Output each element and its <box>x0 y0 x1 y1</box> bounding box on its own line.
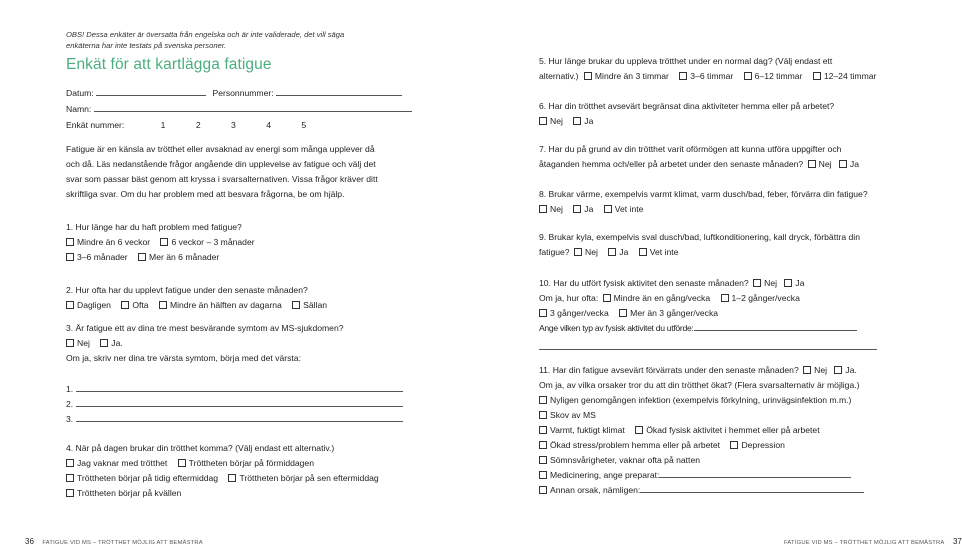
option-label: Ökad fysisk aktivitet i hemmet eller på arbetet <box>646 425 820 435</box>
checkbox[interactable] <box>834 366 842 374</box>
question-9 <box>539 230 860 260</box>
option-label: Tröttheten börjar på förmiddagen <box>188 458 314 468</box>
checkbox[interactable] <box>66 339 74 347</box>
intro-line: skriftliga svar. Om du har problem med att besvara frågorna, be om hjälp. <box>66 189 345 199</box>
datum-label: Datum: <box>66 88 94 98</box>
option-label: 1–2 gånger/vecka <box>731 293 800 303</box>
note-line-2: enkäterna har inte testats på svenska personer. <box>66 41 227 50</box>
option-label: Ökad stress/problem hemma eller på arbetet <box>550 440 721 450</box>
question-8 <box>539 187 868 217</box>
question-text: 8. Brukar värme, exempelvis varmt klimat, varm dusch/bad, feber, förvärra din fatigue? <box>539 189 868 199</box>
symptom-field[interactable] <box>76 421 403 422</box>
option-label: Nej <box>814 365 828 375</box>
checkbox[interactable] <box>539 441 547 449</box>
option-label: Nej <box>764 278 778 288</box>
page-number: 37 <box>952 537 962 546</box>
checkbox[interactable] <box>608 248 616 256</box>
option-label: Vet inte <box>614 204 644 214</box>
option-label: Jag vaknar med trötthet <box>77 458 168 468</box>
option-label: Tröttheten börjar på tidig eftermiddag <box>77 473 219 483</box>
checkbox[interactable] <box>603 294 611 302</box>
footer-left <box>25 531 203 549</box>
question-text: fatigue? <box>539 247 570 257</box>
checkbox[interactable] <box>539 426 547 434</box>
symptom-lines <box>66 382 403 427</box>
question-text: åtaganden hemma och/eller på arbetet under den senaste månaden? <box>539 159 804 169</box>
option-label: 6–12 timmar <box>754 71 803 81</box>
activity-type-label: Ange vilken typ av fysisk aktivitet du utförde: <box>539 323 694 333</box>
checkbox[interactable] <box>730 441 738 449</box>
enkat-number-2[interactable]: 2 <box>195 120 201 130</box>
question-text: 7. Har du på grund av din trötthet varit oförmögen att kunna utföra uppgifter och <box>539 144 842 154</box>
intro-paragraph <box>66 142 378 202</box>
checkbox[interactable] <box>66 253 74 261</box>
question-text: 2. Hur ofta har du upplevt fatigue under den senaste månaden? <box>66 285 308 295</box>
datum-row <box>66 88 402 98</box>
checkbox[interactable] <box>604 205 612 213</box>
frequency-label: Om ja, hur ofta: <box>539 293 599 303</box>
right-page <box>480 0 960 553</box>
option-label: Dagligen <box>77 300 111 310</box>
question-text: 1. Hur länge har du haft problem med fatigue? <box>66 222 242 232</box>
question-3 <box>66 321 344 366</box>
question-text: 6. Har din trötthet avsevärt begränsat dina aktiviteter hemma eller på arbetet? <box>539 101 835 111</box>
question-2 <box>66 283 327 313</box>
checkbox[interactable] <box>100 339 108 347</box>
option-label: Mindre än en gång/vecka <box>613 293 711 303</box>
option-label: 6 veckor – 3 månader <box>171 237 255 247</box>
checkbox[interactable] <box>639 248 647 256</box>
checkbox[interactable] <box>66 238 74 246</box>
checkbox[interactable] <box>808 160 816 168</box>
question-6 <box>539 99 834 129</box>
option-label: Ja <box>584 204 594 214</box>
checkbox[interactable] <box>539 486 547 494</box>
namn-label: Namn: <box>66 104 92 114</box>
checkbox[interactable] <box>539 205 547 213</box>
checkbox[interactable] <box>66 301 74 309</box>
checkbox[interactable] <box>292 301 300 309</box>
checkbox[interactable] <box>66 489 74 497</box>
symptom-field[interactable] <box>76 406 403 407</box>
option-label: Tröttheten börjar på kvällen <box>77 488 182 498</box>
checkbox[interactable] <box>573 117 581 125</box>
footer-right <box>784 531 962 549</box>
option-label: Medicinering, ange preparat: <box>550 470 660 480</box>
question-1 <box>66 220 255 265</box>
option-label: Varmt, fuktigt klimat <box>550 425 625 435</box>
enkat-nummer-label: Enkät nummer: <box>66 120 125 130</box>
option-label: 3–6 månader <box>77 252 128 262</box>
namn-row <box>66 104 412 114</box>
option-label: Mer än 6 månader <box>149 252 220 262</box>
page-title: Enkät för att kartlägga fatigue <box>66 56 272 73</box>
option-label: Sällan <box>303 300 328 310</box>
checkbox[interactable] <box>721 294 729 302</box>
question-10 <box>539 276 857 336</box>
checkbox[interactable] <box>159 301 167 309</box>
checkbox[interactable] <box>839 160 847 168</box>
footer-text: FATIGUE VID MS – TRÖTTHET MÖJLIG ATT BEMÄSTRA <box>42 540 203 546</box>
checkbox[interactable] <box>803 366 811 374</box>
option-label: Mer än 3 gånger/vecka <box>630 308 719 318</box>
checkbox[interactable] <box>539 117 547 125</box>
option-label: Ja <box>619 247 629 257</box>
note-line-1: OBS! Dessa enkäter är översatta från engelska och är inte validerade, det vill säga <box>66 30 345 39</box>
option-label: Mindre än 6 veckor <box>77 237 151 247</box>
option-label: Ja. <box>845 365 857 375</box>
option-label: Sömnsvårigheter, vaknar ofta på natten <box>550 455 701 465</box>
enkat-nummer-row <box>66 120 306 130</box>
personnummer-field[interactable] <box>276 95 402 96</box>
checkbox[interactable] <box>178 459 186 467</box>
medication-field[interactable] <box>659 477 851 478</box>
option-label: Nyligen genomgången infektion (exempelvis förkylning, urinvägsinfektion m.m.) <box>550 395 852 405</box>
namn-field[interactable] <box>94 111 412 112</box>
question-text: 11. Har din fatigue avsevärt förvärrats under den senaste månaden? <box>539 365 799 375</box>
intro-line: svar som passar bäst genom att kryssa i svarsalternativen. Vissa frågor kräver ditt <box>66 174 378 184</box>
intro-line: och då. Läs nedanstående frågor angående din upplevelse av fatigue och välj det <box>66 159 376 169</box>
option-label: Ja <box>849 159 859 169</box>
other-reason-field[interactable] <box>640 492 864 493</box>
datum-field[interactable] <box>96 95 206 96</box>
activity-type-field[interactable] <box>694 330 857 331</box>
option-label: Skov av MS <box>550 410 596 420</box>
checkbox[interactable] <box>784 279 792 287</box>
enkat-number-5[interactable]: 5 <box>301 120 307 130</box>
enkat-number-4[interactable]: 4 <box>266 120 271 130</box>
checkbox[interactable] <box>66 474 74 482</box>
option-label: Nej <box>584 247 598 257</box>
enkat-number-1[interactable]: 1 <box>160 120 166 130</box>
question-11 <box>539 363 864 498</box>
translation-note <box>66 29 344 51</box>
option-label: Ja <box>584 116 594 126</box>
option-label: Depression <box>741 440 785 450</box>
checkbox[interactable] <box>121 301 129 309</box>
question-text: 5. Hur länge brukar du uppleva trötthet under en normal dag? (Välj endast ett <box>539 56 833 66</box>
symptom-number: 2. <box>66 399 74 409</box>
checkbox[interactable] <box>539 411 547 419</box>
option-label: Ja <box>795 278 805 288</box>
symptom-field[interactable] <box>76 391 403 392</box>
footer-text: FATIGUE VID MS – TRÖTTHET MÖJLIG ATT BEMÄSTRA <box>784 540 945 546</box>
symptom-number: 3. <box>66 414 74 424</box>
checkbox[interactable] <box>753 279 761 287</box>
checkbox[interactable] <box>160 238 168 246</box>
page-number: 36 <box>25 537 34 546</box>
checkbox[interactable] <box>635 426 643 434</box>
checkbox[interactable] <box>619 309 627 317</box>
checkbox[interactable] <box>679 72 687 80</box>
option-label: Nej <box>77 338 90 348</box>
option-label: Ofta <box>132 300 149 310</box>
checkbox[interactable] <box>813 72 821 80</box>
option-label: Mindre än 3 timmar <box>594 71 669 81</box>
checkbox[interactable] <box>138 253 146 261</box>
option-label: Ja. <box>111 338 123 348</box>
question-4 <box>66 441 379 501</box>
option-label: 12–24 timmar <box>823 71 877 81</box>
checkbox[interactable] <box>228 474 236 482</box>
checkbox[interactable] <box>744 72 752 80</box>
question-7 <box>539 142 859 172</box>
option-label: Mindre än hälften av dagarna <box>169 300 282 310</box>
option-label: Nej <box>550 204 563 214</box>
question-text: 9. Brukar kyla, exempelvis sval dusch/bad, luftkonditionering, kall dryck, förbättra din <box>539 232 860 242</box>
option-label: Tröttheten börjar på sen eftermiddag <box>239 473 379 483</box>
checkbox[interactable] <box>66 459 74 467</box>
question-followup: Om ja, av vilka orsaker tror du att din trötthet ökat? (Flera svarsalternativ är möjliga.) <box>539 380 860 390</box>
checkbox[interactable] <box>584 72 592 80</box>
symptom-number: 1. <box>66 384 74 394</box>
personnummer-label: Personnummer: <box>212 88 274 98</box>
question-text: alternativ.) <box>539 71 579 81</box>
question-text: 4. När på dagen brukar din trötthet komma? (Välj endast ett alternativ.) <box>66 443 335 453</box>
option-label: 3–6 timmar <box>690 71 734 81</box>
question-text: 10. Har du utfört fysisk aktivitet den senaste månaden? <box>539 278 749 288</box>
option-label: 3 gånger/vecka <box>550 308 609 318</box>
option-label: Nej <box>550 116 563 126</box>
checkbox[interactable] <box>539 456 547 464</box>
enkat-number-3[interactable]: 3 <box>231 120 236 130</box>
question-5 <box>539 54 876 84</box>
left-page <box>0 0 480 553</box>
checkbox[interactable] <box>573 205 581 213</box>
activity-type-field-line-2[interactable] <box>539 349 877 350</box>
question-followup: Om ja, skriv ner dina tre värsta symtom, börja med det värsta: <box>66 353 301 363</box>
option-label: Nej <box>818 159 832 169</box>
checkbox[interactable] <box>574 248 582 256</box>
option-label: Vet inte <box>649 247 679 257</box>
checkbox[interactable] <box>539 396 547 404</box>
intro-line: Fatigue är en känsla av trötthet eller avsaknad av energi som många upplever då <box>66 144 375 154</box>
question-text: 3. Är fatigue ett av dina tre mest besvärande symtom av MS-sjukdomen? <box>66 323 344 333</box>
option-label: Annan orsak, nämligen: <box>550 485 641 495</box>
checkbox[interactable] <box>539 309 547 317</box>
checkbox[interactable] <box>539 471 547 479</box>
